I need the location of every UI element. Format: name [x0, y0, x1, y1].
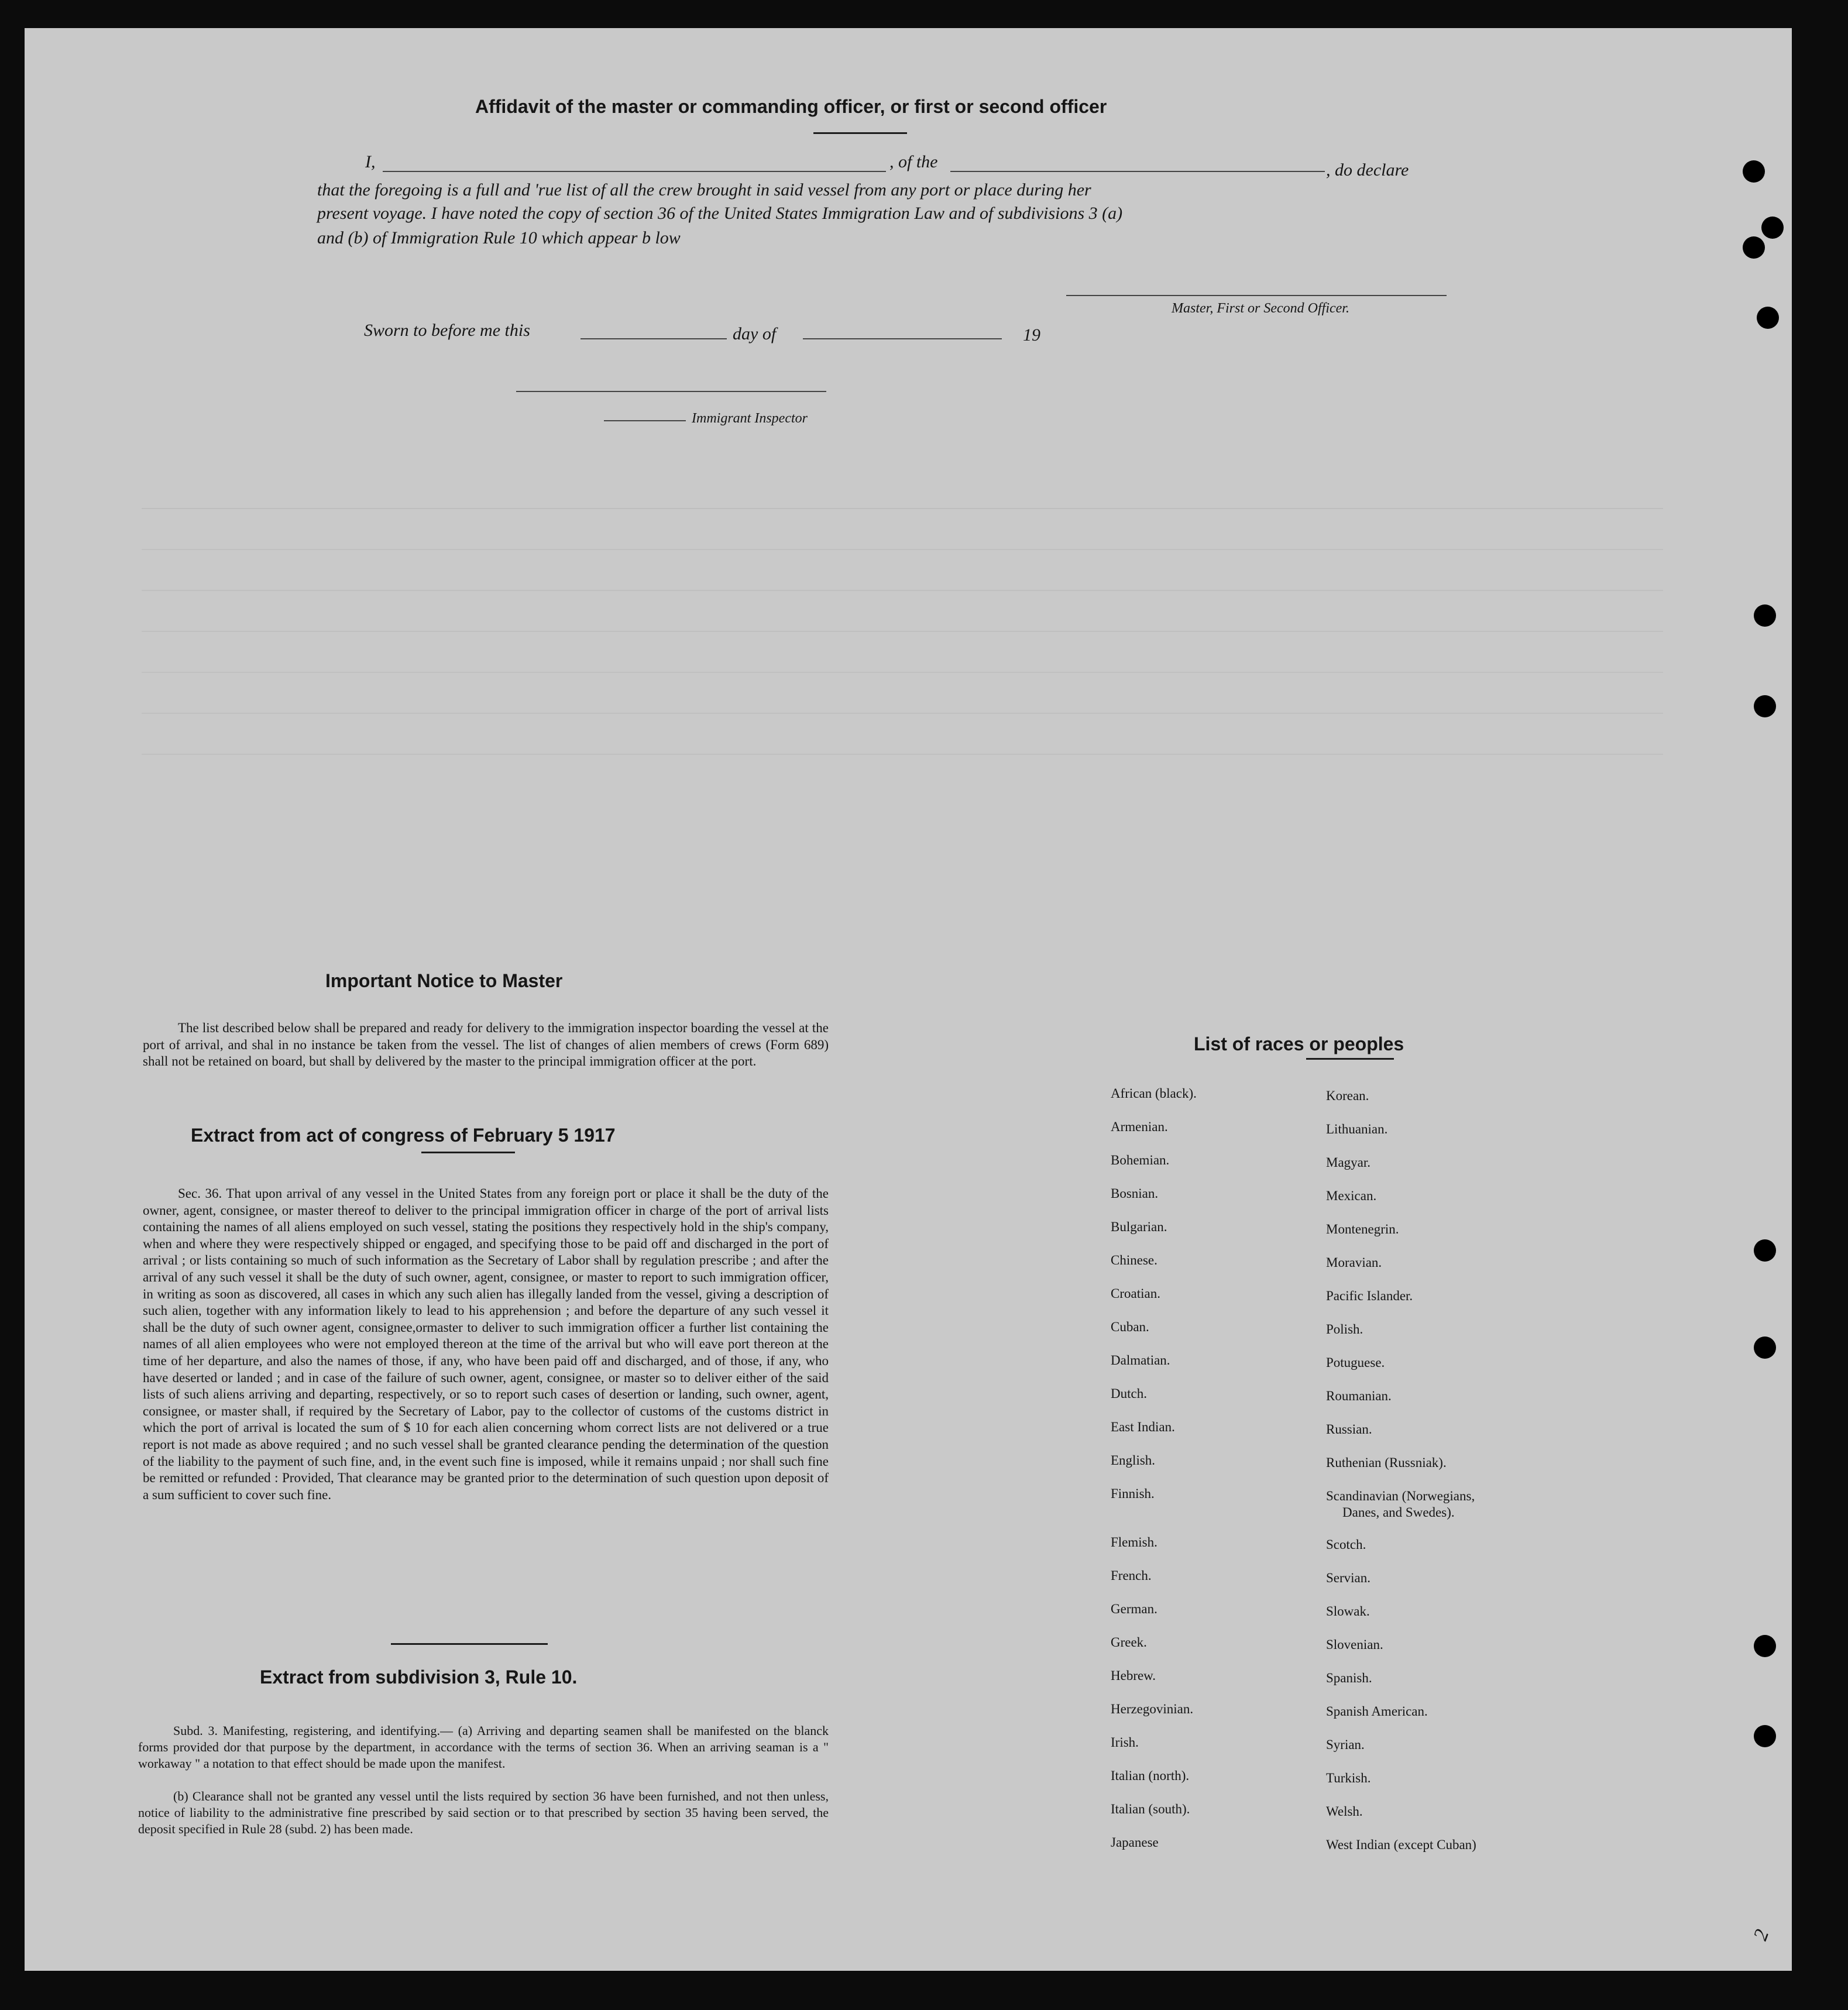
- master-signature-line[interactable]: [1066, 295, 1447, 296]
- race-right: Servian.: [1326, 1571, 1371, 1585]
- race-right: Magyar.: [1326, 1155, 1371, 1170]
- day-of-label: day of: [733, 324, 777, 343]
- race-left: Bulgarian.: [1111, 1219, 1167, 1234]
- race-left: Flemish.: [1111, 1535, 1157, 1549]
- rule-extract-para-2: (b) Clearance shall not be granted any vessel until the lists required by section 36 have been furnished, and not then unless, notice of liability to the administrative fine prescribed by said section or to that prescribed by section 35 having been served, the deposit specified in Rule 28 (subd. 2) has been made.: [138, 1789, 829, 1836]
- race-right: Slowak.: [1326, 1604, 1370, 1619]
- inspector-signature-line-2[interactable]: [604, 420, 686, 421]
- race-left: Dalmatian.: [1111, 1353, 1170, 1368]
- race-left: Hebrew.: [1111, 1668, 1156, 1683]
- inspector-caption: Immigrant Inspector: [692, 411, 808, 426]
- punch-hole-icon: [1754, 695, 1776, 717]
- race-right: Montenegrin.: [1326, 1222, 1399, 1236]
- race-right: Lithuanian.: [1326, 1122, 1388, 1136]
- affidavit-of-label: , of the: [889, 152, 938, 171]
- act-extract-title: Extract from act of congress of February 5 1917: [191, 1125, 616, 1146]
- race-right: Mexican.: [1326, 1188, 1377, 1203]
- race-right: Roumanian.: [1326, 1389, 1392, 1403]
- notice-text: The list described below shall be prepared and ready for delivery to the immigration inspector boarding the vessel at the port of arrival, and shal in no instance be taken from the vessel. The list of changes of alien members of crews (Form 689) shall not be retained on board, but shall by delivered by the master to the principal immigration officer at the port.: [143, 1021, 829, 1069]
- races-title: List of races or peoples: [1194, 1033, 1404, 1054]
- race-right: Slovenian.: [1326, 1637, 1383, 1652]
- punch-hole-icon: [1754, 1239, 1776, 1262]
- race-right: Moravian.: [1326, 1255, 1382, 1270]
- race-left: African (black).: [1111, 1086, 1197, 1101]
- punch-hole-icon: [1743, 160, 1765, 183]
- year-label: 19: [1023, 325, 1040, 345]
- name-blank-line[interactable]: [383, 171, 886, 172]
- inspector-signature-line[interactable]: [516, 391, 826, 392]
- race-left: Japanese: [1111, 1835, 1159, 1850]
- race-left: French.: [1111, 1568, 1152, 1583]
- affidavit-title-rule: [813, 132, 907, 134]
- notice-title: Important Notice to Master: [325, 970, 563, 991]
- race-right: Ruthenian (Russniak).: [1326, 1455, 1447, 1470]
- affidavit-declare-label: , do declare: [1326, 160, 1409, 180]
- page-mark: 2: [1749, 1926, 1774, 1944]
- race-right: West Indian (except Cuban): [1326, 1837, 1476, 1852]
- race-right: Syrian.: [1326, 1737, 1365, 1752]
- race-right-continuation: Danes, and Swedes).: [1342, 1505, 1455, 1520]
- race-left: German.: [1111, 1602, 1157, 1616]
- act-extract-end-rule: [391, 1643, 548, 1645]
- affidavit-title: Affidavit of the master or commanding officer, or first or second officer: [475, 96, 1107, 117]
- race-left: Armenian.: [1111, 1119, 1168, 1134]
- affidavit-line-4: and (b) of Immigration Rule 10 which appear b low: [317, 228, 681, 248]
- affidavit-line-2: that the foregoing is a full and 'rue list of all the crew brought in said vessel from any port or place during her: [317, 180, 1091, 200]
- act-extract-text: Sec. 36. That upon arrival of any vessel in the United States from any foreign port or place it shall be the duty of the owner, agent, consignee, or master thereof to deliver to the principal immigration officer in charge of the port of arrival lists containing the names of all aliens employed on such vessel, stating the positions they respectively hold in the ship's company, when and where they were respectively shipped or engaged, and specifying those to be paid off and discharged in the port of arrival ; or lists containing so much of such information as the Secretary of Labor shall by regulation prescribe ; and after the arrival of any such vessel it shall be the duty of such owner, agent, consignee, or master to report to such immigration officer, in writing as soon as discovered, all cases in which any such alien has illegally landed from the vessel, giving a description of such alien, together with any information likely to lead to his apprehension ; and before the departure of any such vessel it shall be the duty of such owner agent, consignee,ormaster to deliver to such immigration officer a further list containing the names of all alien employees who were not employed thereon at the time of the arrival but who will eave port thereon at the time of her departure, and also the names of those, if any, who have been paid off and discharged, and of those, if any, who have deserted or landed ; and in case of the failure of such owner, agent, consignee, or master so to deliver either of the said lists of such aliens arriving and departing, respectively, or so to report such cases of desertion or landing, such owner, agent, consignee, or master shall, if required by the Secretary of Labor, pay to the collector of customs of the customs district in which the port of arrival is located the sum of $ 10 for each alien concerning whom correct lists are not delivered or a true report is not made as above required ; and no such vessel shall be granted clearance pending the determination of the question of the liability to the payment of such fine, and, in the event such fine is imposed, while it remains unpaid ; nor shall such fine be remitted or refunded : Provided, That clearance may be granted prior to the determination of such question upon deposit of a sum sufficient to cover such fine.: [143, 1186, 829, 1502]
- punch-hole-icon: [1754, 1336, 1776, 1359]
- race-left: Bosnian.: [1111, 1186, 1159, 1201]
- race-left: English.: [1111, 1453, 1156, 1468]
- race-left: Irish.: [1111, 1735, 1139, 1750]
- race-right: Spanish American.: [1326, 1704, 1428, 1719]
- race-right: Spanish.: [1326, 1671, 1372, 1685]
- affidavit-i-label: I,: [365, 152, 376, 171]
- race-left: Herzegovinian.: [1111, 1702, 1194, 1716]
- race-left: Dutch.: [1111, 1386, 1147, 1401]
- race-left: Italian (south).: [1111, 1802, 1190, 1816]
- race-right: Korean.: [1326, 1088, 1369, 1103]
- punch-hole-icon: [1743, 236, 1765, 259]
- race-right: Turkish.: [1326, 1771, 1371, 1785]
- rule-extract-para-1: Subd. 3. Manifesting, registering, and identifying.— (a) Arriving and departing seamen shall be manifested on the blanck forms provided dor that purpose by the department, in accordance with the terms of section 36. When an arriving seaman is a " workaway " a notation to that effect should be made upon the manifest.: [138, 1723, 829, 1771]
- race-right: Polish.: [1326, 1322, 1363, 1336]
- sworn-label: Sworn to before me this: [364, 321, 530, 340]
- race-left: Italian (north).: [1111, 1768, 1190, 1783]
- bleed-through-marks: [142, 508, 1663, 1093]
- race-right: Scandinavian (Norwegians,: [1326, 1489, 1475, 1503]
- act-extract-rule: [421, 1152, 515, 1153]
- race-left: Finnish.: [1111, 1486, 1155, 1501]
- rule-extract-title: Extract from subdivision 3, Rule 10.: [260, 1667, 578, 1688]
- sworn-day-blank[interactable]: [580, 338, 727, 339]
- race-right: Russian.: [1326, 1422, 1372, 1437]
- race-right: Potuguese.: [1326, 1355, 1385, 1370]
- master-caption: Master, First or Second Officer.: [1172, 301, 1349, 316]
- race-left: East Indian.: [1111, 1420, 1175, 1434]
- punch-hole-icon: [1754, 604, 1776, 627]
- document-page: [25, 28, 1792, 1971]
- race-right: Pacific Islander.: [1326, 1289, 1413, 1303]
- punch-hole-icon: [1757, 307, 1779, 329]
- punch-hole-icon: [1754, 1635, 1776, 1657]
- vessel-blank-line[interactable]: [950, 171, 1325, 172]
- races-title-rule: [1306, 1058, 1394, 1060]
- affidavit-line-3: present voyage. I have noted the copy of section 36 of the United States Immigration Law and of subdivisions 3 (a): [317, 204, 1123, 223]
- race-left: Croatian.: [1111, 1286, 1160, 1301]
- sworn-month-blank[interactable]: [803, 338, 1002, 339]
- punch-hole-icon: [1761, 217, 1784, 239]
- race-right: Welsh.: [1326, 1804, 1363, 1819]
- race-left: Bohemian.: [1111, 1153, 1170, 1167]
- race-left: Greek.: [1111, 1635, 1147, 1650]
- punch-hole-icon: [1754, 1725, 1776, 1747]
- race-left: Cuban.: [1111, 1320, 1149, 1334]
- race-right: Scotch.: [1326, 1537, 1366, 1552]
- race-left: Chinese.: [1111, 1253, 1157, 1267]
